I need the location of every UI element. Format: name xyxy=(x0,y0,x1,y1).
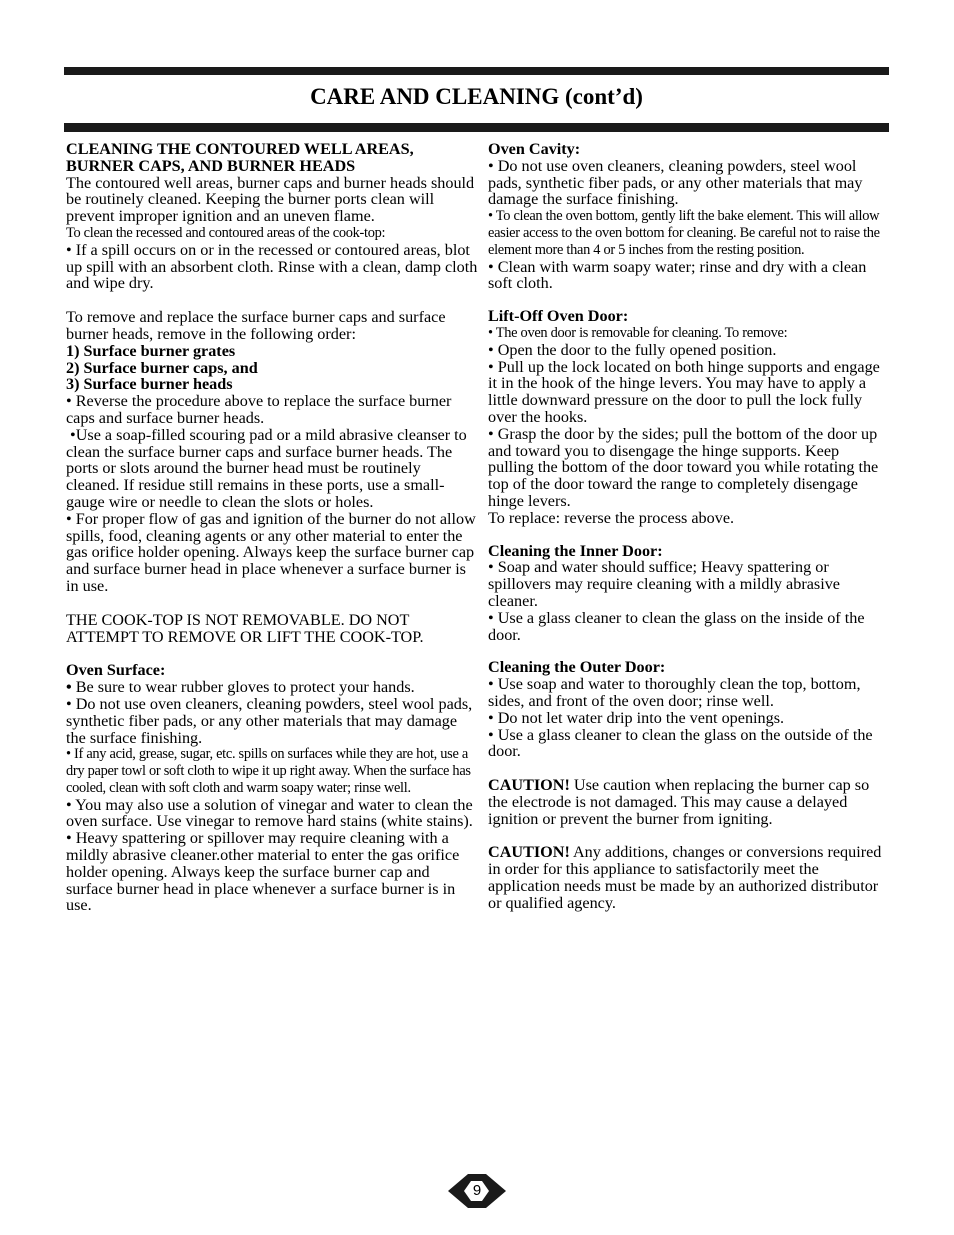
bullet-item: • Use a glass cleaner to clean the glass on the inside of the door. xyxy=(488,608,865,644)
page-title: CARE AND CLEANING (cont’d) xyxy=(310,84,643,109)
section-heading-lift-off-door: Lift-Off Oven Door: xyxy=(488,307,629,326)
section-heading-oven-surface: Oven Surface: xyxy=(66,661,166,680)
paragraph: The contoured well areas, burner caps and burner heads should be routinely cleaned. Keeping the burner ports clean will prevent improper ignition and an uneven flame. xyxy=(66,173,475,226)
bullet-item: • Reverse the procedure above to replace the surface burner caps and surface burner heads. xyxy=(66,392,452,427)
bullet-item: • Be sure to wear rubber gloves to protect your hands. xyxy=(66,678,415,697)
bullet-item: • Grasp the door by the sides; pull the bottom of the door up and toward you to disengage the hinge supports. Keep pulling the bottom of the door toward you while rotating the top of the door toward the range to completely disengage hinge levers. xyxy=(488,424,879,510)
bullet-item: • The oven door is removable for cleaning. To remove: xyxy=(488,324,788,341)
paragraph: To remove and replace the surface burner caps and surface burner heads, remove in the following order: xyxy=(66,308,446,343)
bullet-item: • To clean the oven bottom, gently lift the bake element. This will allow easier access to the oven bottom for cleaning. Be careful not to raise the element more than 4 or 5 inches from the resting position. xyxy=(488,208,880,258)
caution-label: CAUTION! xyxy=(488,843,570,862)
bullet-item: • If a spill occurs on or in the recessed or contoured areas, blot up spill with an absorbent cloth. Rinse with a clean, damp cloth and wipe dry. xyxy=(66,240,478,293)
bullet-item: •Use a soap-filled scouring pad or a mild abrasive cleanser to clean the surface burner caps and surface burner heads. The ports or slots around the burner head must be routinely cleaned. If residue still remains in these ports, use a small-gauge wire or needle to clean the slots or holes. xyxy=(66,425,471,511)
bullet-item: • If any acid, grease, sugar, etc. spills on surfaces while they are hot, use a dry paper towl or soft cloth to wipe it up right away. When the surface has cooled, clean with soft cloth and warm soapy water; rinse well. xyxy=(66,746,471,796)
bullet-item: • Do not use oven cleaners, cleaning powders, steel wool pads, synthetic fiber pads, or any other materials that may damage the surface finishing. xyxy=(66,694,473,747)
step-item: 3) Surface burner heads xyxy=(66,375,233,394)
section-heading-contoured-well: CLEANING THE CONTOURED WELL AREAS, BURNER CAPS, AND BURNER HEADS xyxy=(66,140,414,175)
header-rule-bottom xyxy=(64,123,889,132)
paragraph: To replace: reverse the process above. xyxy=(488,508,735,527)
section-heading-oven-cavity: Oven Cavity: xyxy=(488,140,581,158)
caution-paragraph: CAUTION! Use caution when replacing the burner cap so the electrode is not damaged. This may cause a delayed ignition or prevent the burner from igniting. xyxy=(488,776,870,828)
section-heading-outer-door: Cleaning the Outer Door: xyxy=(488,658,666,677)
bullet-item: • Heavy spattering or spillover may require cleaning with a mildly abrasive cleaner.other material to enter the gas orifice holder opening. Always keep the surface burner cap and surface burner head in place whenever a surface burner is in use. xyxy=(66,829,460,915)
bullet-item: • Use soap and water to thoroughly clean the top, bottom, sides, and front of the oven door; rinse well. xyxy=(488,675,861,710)
caution-label: CAUTION! xyxy=(488,776,570,795)
caution-paragraph: CAUTION! Any additions, changes or conversions required in order for this appliance to satisfactorily meet the application needs must be made by an authorized distributor or qualified agency. xyxy=(488,843,882,912)
bullet-item: • Pull up the lock located on both hinge supports and engage it in the hook of the hinge levers. You may have to apply a little downward pressure on the door to pull the lock fully over the hooks. xyxy=(488,357,880,426)
section-heading-inner-door: Cleaning the Inner Door: xyxy=(488,541,663,560)
bullet-item: • For proper flow of gas and ignition of the burner do not allow spills, food, cleaning agents or any other material to enter the gas orifice holder opening. Always keep the surface burner cap and surface burner head in place whenever a surface burner is in use. xyxy=(66,509,476,595)
bullet-item: • Clean with warm soapy water; rinse and dry with a clean soft cloth. xyxy=(488,257,867,293)
bullet-item: • You may also use a solution of vinegar and water to clean the oven surface. Use vinegar to remove hard stains (white stains). xyxy=(66,795,473,831)
warning-paragraph: THE COOK-TOP IS NOT REMOVABLE. DO NOT ATTEMPT TO REMOVE OR LIFT THE COOK-TOP. xyxy=(66,610,424,646)
bullet-item: • Use a glass cleaner to clean the glass on the outside of the door. xyxy=(488,725,873,761)
right-column xyxy=(488,141,888,912)
step-item: 2) Surface burner caps, and xyxy=(66,358,258,377)
page-number: 9 xyxy=(472,1182,482,1199)
bullet-item: • Do not let water drip into the vent openings. xyxy=(488,708,785,727)
bullet-item: • Open the door to the fully opened position. xyxy=(488,340,777,359)
header-rule-top xyxy=(64,67,889,75)
step-item: 1) Surface burner grates xyxy=(66,341,236,360)
bullet-item: • Do not use oven cleaners, cleaning powders, steel wool pads, synthetic fiber pads, or any other materials that may damage the surface finishing. xyxy=(488,156,863,209)
paragraph: To clean the recessed and contoured areas of the cook-top: xyxy=(66,224,386,241)
left-column xyxy=(66,141,478,914)
bullet-item: • Soap and water should suffice; Heavy spattering or spillovers may require cleaning with a mildly abrasive cleaner. xyxy=(488,558,840,610)
